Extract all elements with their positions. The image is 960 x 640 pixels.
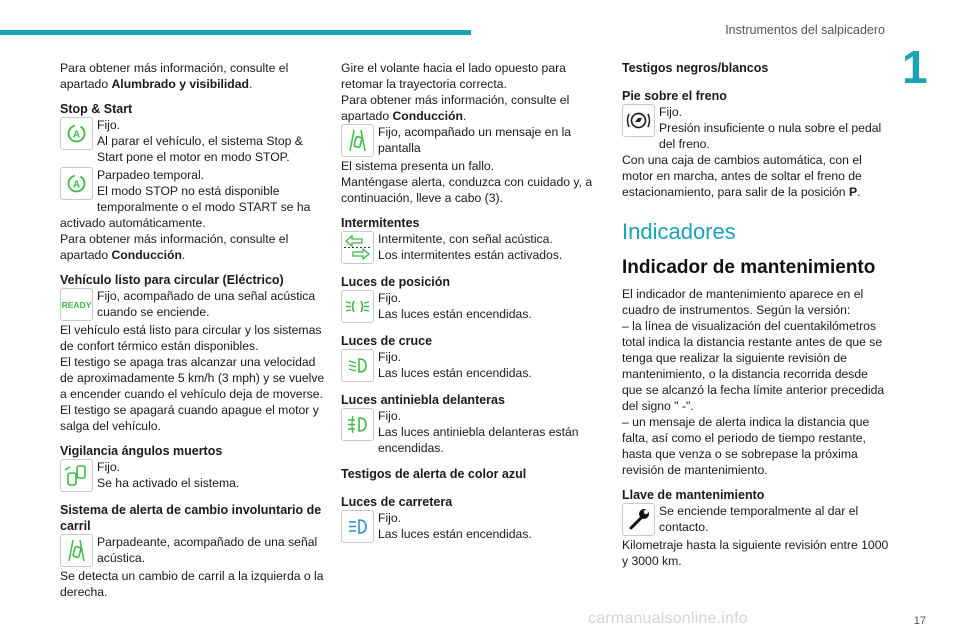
lane-fault-icon bbox=[341, 124, 374, 157]
main-beam-item: Fijo. Las luces están encendidas. bbox=[341, 510, 597, 544]
position-lights-heading: Luces de posición bbox=[341, 275, 451, 289]
ready-heading: Vehículo listo para circular (Eléctrico) bbox=[60, 273, 284, 287]
position-lights-item: Fijo. Las luces están encendidas. bbox=[341, 290, 597, 324]
stop-start-heading: Stop & Start bbox=[60, 102, 133, 116]
main-beam-heading: Luces de carretera bbox=[341, 495, 453, 509]
brake-foot-icon bbox=[622, 104, 655, 137]
wrench-heading: Llave de mantenimiento bbox=[622, 488, 765, 502]
ready-icon bbox=[60, 288, 93, 321]
brake-item: Fijo. Presión insuficiente o nula sobre el pedal del freno. bbox=[622, 104, 890, 152]
wrench-item: Se enciende temporalmente al dar el contacto. bbox=[622, 503, 890, 537]
stop-start-more-info: Para obtener más información, consulte el apartado Conducción. bbox=[60, 232, 289, 262]
turn-signal-icon bbox=[341, 231, 374, 264]
maintenance-heading: Indicador de mantenimiento bbox=[622, 257, 876, 278]
blue-warning-heading: Testigos de alerta de color azul bbox=[341, 467, 527, 481]
svg-text:A: A bbox=[72, 129, 81, 141]
column-3: Testigos negros/blancos Pie sobre el freno Fijo. Presión insuficiente o nula sobre el pedal del freno. Con una caja de cambios automática, con el motor en marcha, antes de soltar el freno de estacionamiento, para salir de la posición P. Indicadores Indicador de mantenimiento El indicador de mantenimiento aparece en el cuadro de instrumentos. Según la versión: – la línea de visualización del cuentakilómetros total indica la distancia restante antes de que se tenga que realizar la siguiente revisión de mantenimiento, o la distancia recorrida desde que se alcanzó la fecha límite anterior precedida del signo " -". – un mensaje de alerta indica la distancia que falta, así como el periodo de tiempo restante, hasta que venza o se sobrepase la próxima revisión de mantenimiento. Llave de mantenimiento Se enciende temporalmente al dar el contacto. Kilometraje hasta la siguiente revisión entre 1000 y 3000 km. bbox=[622, 61, 889, 568]
svg-text:A: A bbox=[72, 179, 81, 191]
front-fog-icon bbox=[341, 408, 374, 441]
watermark: carmanualsonline.info bbox=[588, 610, 748, 627]
column-2: Gire el volante hacia el lado opuesto para retomar la trayectoria correcta. Para obtener más información, consulte el apartado Conducción. Fijo, acompañado un mensaje en la pantalla El sistema presenta un fallo. Manténgase alerta, conduzca con cuidado y, a continuación, lleve a cabo (3). Intermitentes Intermitente, con señal acústica. Los intermitentes están activados. Luces de posición Fijo. Las luces están encendidas. Luces de cruce Fijo. Las luces están encendidas. Luces antiniebla delanteras Fijo. Las luces antiniebla delanteras están encendidas. Testigos de alerta de color azul Luces de carretera Fijo. Las luces están encendidas. bbox=[341, 60, 597, 544]
lane-heading: Sistema de alerta de cambio involuntario de carril bbox=[60, 503, 322, 533]
wrench-icon bbox=[622, 503, 655, 536]
lane-item: Parpadeante, acompañado de una señal acústica. bbox=[60, 534, 326, 568]
brake-heading: Pie sobre el freno bbox=[622, 89, 727, 103]
column-1: Para obtener más información, consulte el apartado Alumbrado y visibilidad. Stop & Start A Fijo. Al parar el vehículo, el sistema Stop & Start pone el motor en modo STOP. A Parpadeo temporal. El modo STOP no está disponible temporalmente o el modo START se ha activado automáticamente. Para obtener más información, consulte el apartado Conducción. Vehículo listo para circular (Eléctrico) READY Fijo, acompañado de una señal acústica cuando se enciende. El vehículo está listo para circular y los sistemas de confort térmico están disponibles. El testigo se apaga tras alcanzar una velocidad de aproximadamente 5 km/h (3 mph) y se vuelve a encender cuando el vehículo deja de moverse. El testigo se apagará cuando apague el motor y salga del vehículo. Vigilancia ángulos muertos Fijo. Se ha activado el sistema. Sistema de alerta de cambio involuntario de carril Parpadeante, acompañado de una señal acústica. Se detecta un cambio de carril a la izquierda o la derecha. bbox=[60, 61, 325, 599]
position-lights-icon bbox=[341, 290, 374, 323]
intro-paragraph: Para obtener más información, consulte el apartado Alumbrado y visibilidad. bbox=[60, 61, 289, 91]
chapter-number: 1 bbox=[902, 41, 928, 93]
page-number: 17 bbox=[913, 615, 926, 627]
header-accent-bar bbox=[0, 30, 471, 35]
indicators-item: Intermitente, con señal acústica. Los intermitentes están activados. bbox=[341, 231, 597, 265]
section-title: Instrumentos del salpicadero bbox=[725, 23, 885, 37]
blind-spot-item: Fijo. Se ha activado el sistema. bbox=[60, 459, 326, 493]
dipped-beam-heading: Luces de cruce bbox=[341, 334, 433, 348]
stop-start-flash-icon bbox=[60, 167, 93, 200]
stop-start-icon bbox=[60, 117, 93, 150]
indicators-heading: Intermitentes bbox=[341, 216, 420, 230]
lane-departure-icon bbox=[60, 534, 93, 567]
blind-spot-heading: Vigilancia ángulos muertos bbox=[60, 444, 223, 458]
dipped-beam-item: Fijo. Las luces están encendidas. bbox=[341, 349, 597, 383]
main-beam-icon bbox=[341, 510, 374, 543]
dipped-beam-icon bbox=[341, 349, 374, 382]
front-fog-heading: Luces antiniebla delanteras bbox=[341, 393, 505, 407]
blind-spot-icon bbox=[60, 459, 93, 492]
stop-start-fixed-item: A Fijo. Al parar el vehículo, el sistema Stop & Start pone el motor en modo STOP. bbox=[60, 117, 326, 165]
stop-start-flash-item: A Parpadeo temporal. El modo STOP no está disponible temporalmente o el modo START se ha activado automáticamente. bbox=[60, 168, 311, 230]
lane-fault-item: Fijo, acompañado un mensaje en la pantalla bbox=[341, 124, 597, 158]
svg-text:READY: READY bbox=[61, 300, 92, 310]
front-fog-item: Fijo. Las luces antiniebla delanteras están encendidas. bbox=[341, 408, 597, 456]
indicadores-title: Indicadores bbox=[622, 219, 736, 244]
ready-item: READY Fijo, acompañado de una señal acústica cuando se enciende. bbox=[61, 289, 316, 319]
black-white-heading: Testigos negros/blancos bbox=[622, 61, 769, 75]
